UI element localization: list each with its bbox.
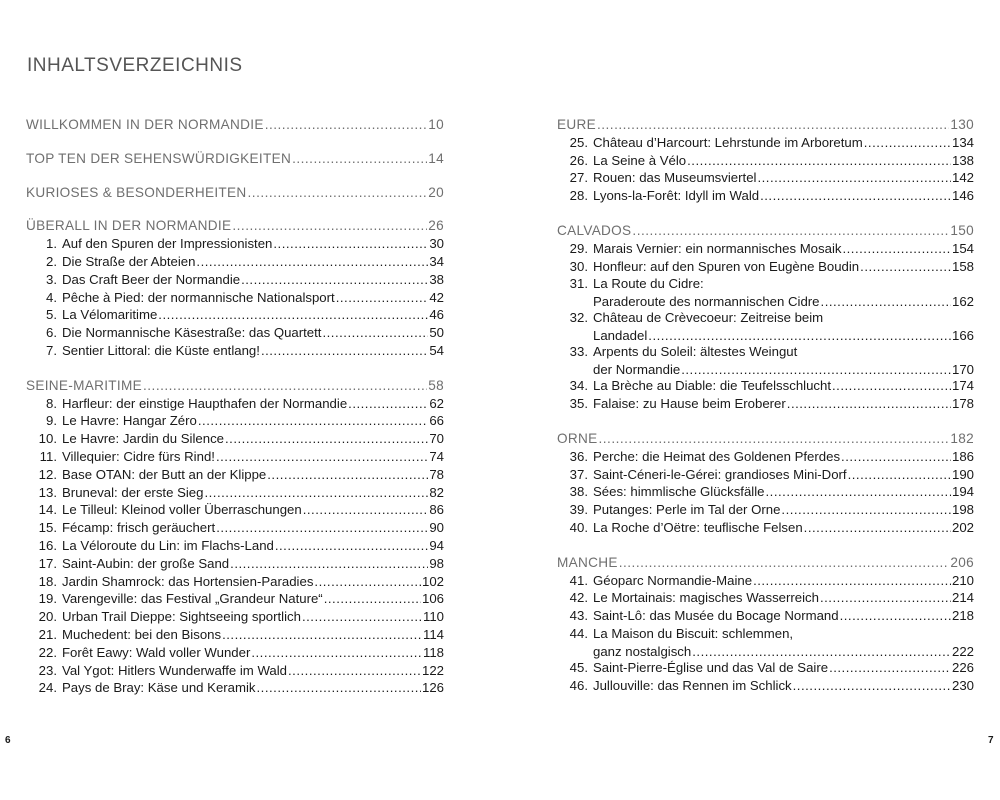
section-title: TOP TEN DER SEHENSWÜRDIGKEITEN (26, 150, 292, 166)
entry-title: Varengeville: das Festival „Grandeur Nature“ (62, 591, 323, 607)
entry-title: Harfleur: der einstige Haupthafen der Normandie (62, 395, 348, 411)
dot-leader (787, 395, 951, 413)
entry-number: 21. (38, 626, 57, 642)
entry-title-block (593, 343, 974, 379)
toc-entry (557, 187, 974, 205)
entry-title-line2: Paraderoute des normannischen Cidre (593, 294, 820, 310)
dot-leader (793, 677, 951, 695)
entry-title: Marais Vernier: ein normannisches Mosaik (593, 240, 842, 256)
toc-entry (557, 448, 974, 466)
section-title: CALVADOS (557, 222, 632, 238)
entry-number: 8. (46, 395, 57, 411)
entry-number: 43. (569, 608, 588, 624)
dot-leader (314, 573, 421, 591)
entry-page: 102 (421, 573, 444, 589)
entry-title: Die Straße der Abteien (62, 253, 196, 269)
entry-number: 7. (46, 342, 57, 358)
toc-entry (26, 289, 444, 307)
entry-title-line2: der Normandie (593, 362, 681, 378)
entry-title: Das Craft Beer der Normandie (62, 271, 241, 287)
entry-page: 38 (429, 271, 444, 287)
entry-page: 202 (951, 519, 974, 535)
entry-title-block (593, 309, 974, 345)
entry-page: 74 (429, 448, 444, 464)
entry-page: 222 (951, 643, 974, 659)
entry-title: Muchedent: bei den Bisons (62, 626, 222, 642)
toc-entry (26, 573, 444, 591)
entry-number: 40. (569, 519, 588, 535)
dot-leader (292, 150, 427, 168)
entry-title: Falaise: zu Hause beim Eroberer (593, 396, 786, 412)
entry-title: Sentier Littoral: die Küste entlang! (62, 342, 260, 358)
section-title: KURIOSES & BESONDERHEITEN (26, 184, 247, 200)
section-title: WILLKOMMEN IN DER NORMANDIE (26, 117, 264, 132)
dot-leader (829, 659, 951, 677)
entry-title: Urban Trail Dieppe: Sightseeing sportlich (62, 609, 301, 625)
entry-title: Villequier: Cidre fürs Rind! (62, 448, 215, 464)
entry-number: 9. (46, 413, 57, 429)
entry-number: 27. (569, 170, 588, 186)
dot-leader (216, 448, 428, 466)
entry-number: 6. (46, 325, 57, 341)
entry-title: Pêche à Pied: der normannische Nationalsport (62, 289, 335, 305)
entry-number: 2. (46, 253, 57, 269)
dot-leader (632, 222, 949, 240)
entry-title: Géoparc Normandie-Maine (593, 572, 753, 588)
entry-title: Le Mortainais: magisches Wasserreich (593, 590, 819, 606)
entry-title-line1: Château de Crèvecoeur: Zeitreise beim (593, 310, 824, 326)
entry-number: 5. (46, 307, 57, 323)
dot-leader (860, 258, 951, 276)
entry-page: 138 (951, 152, 974, 168)
dot-leader (225, 430, 428, 448)
entry-page: 122 (421, 662, 444, 678)
entry-page: 110 (422, 609, 444, 625)
toc-section-heading (557, 222, 974, 240)
dot-leader (681, 361, 951, 379)
toc-section-heading (26, 150, 444, 168)
section-title: SEINE-MARITIME (26, 377, 142, 393)
page-number-right: 7 (988, 735, 994, 746)
toc-section-heading (557, 430, 974, 448)
section-page: 182 (950, 430, 974, 446)
entry-page: 98 (429, 555, 444, 571)
entry-page: 198 (951, 502, 974, 518)
entry-number: 45. (569, 659, 588, 675)
toc-entry (26, 662, 444, 680)
entry-page: 190 (951, 466, 974, 482)
entry-title-line2-row (593, 361, 974, 379)
toc-entry (557, 152, 974, 170)
toc-entry (26, 412, 444, 430)
dot-leader (302, 608, 422, 626)
section-page: 150 (950, 222, 974, 238)
dot-leader (648, 327, 951, 345)
toc-entry (557, 607, 974, 625)
entry-page: 154 (951, 240, 974, 256)
entry-page: 70 (429, 431, 444, 447)
section-title: ÜBERALL IN DER NORMANDIE (26, 218, 232, 234)
entry-number: 13. (38, 484, 57, 500)
entry-page: 118 (422, 644, 444, 660)
entry-title: Saint-Céneri-le-Gérei: grandioses Mini-Dorf (593, 466, 847, 482)
toc-entry (26, 253, 444, 271)
entry-number: 17. (38, 555, 57, 571)
dot-leader (804, 519, 951, 537)
toc-section-heading (557, 116, 974, 134)
entry-page: 62 (429, 395, 444, 411)
entry-title: Le Tilleul: Kleinod voller Überraschungen (62, 502, 302, 518)
entry-number: 30. (569, 258, 588, 274)
entry-title: Le Havre: Hangar Zéro (62, 413, 197, 429)
entry-number: 29. (569, 240, 588, 256)
entry-title: Forêt Eawy: Wald voller Wunder (62, 644, 251, 660)
entry-number: 35. (569, 396, 588, 412)
entry-title: Bruneval: der erste Sieg (62, 484, 204, 500)
entry-number: 3. (46, 271, 57, 287)
entry-page: 162 (951, 294, 974, 310)
entry-number: 12. (38, 466, 57, 482)
toc-entry (26, 484, 444, 502)
section-page: 26 (428, 218, 444, 234)
entry-title-line2-row (593, 293, 974, 311)
entry-title: Jardin Shamrock: das Hortensien-Paradies (62, 573, 314, 589)
toc-entry (26, 590, 444, 608)
entry-title: Honfleur: auf den Spuren von Eugène Boudin (593, 258, 860, 274)
entry-title-line1: La Maison du Biscuit: schlemmen, (593, 625, 794, 641)
toc-entry (26, 271, 444, 289)
toc-entry (26, 501, 444, 519)
section-title: EURE (557, 117, 596, 132)
dot-leader (336, 289, 429, 307)
dot-leader (842, 240, 951, 258)
page-title: INHALTSVERZEICHNIS (27, 55, 243, 76)
dot-leader (273, 235, 428, 253)
entry-title-line2: Landadel (593, 328, 648, 344)
toc-entry (557, 519, 974, 537)
entry-page: 126 (421, 680, 444, 696)
section-page: 10 (428, 117, 444, 132)
entry-page: 178 (951, 396, 974, 412)
entry-title: Putanges: Perle im Tal der Orne (593, 502, 781, 518)
toc-section-heading (26, 377, 444, 395)
dot-leader (832, 377, 951, 395)
toc-entry (26, 306, 444, 324)
section-page: 206 (950, 554, 974, 570)
dot-leader (597, 116, 949, 134)
entry-title: La Véloroute du Lin: im Flachs-Land (62, 537, 274, 553)
entry-number: 31. (569, 276, 588, 292)
dot-leader (232, 217, 427, 235)
toc-entry (26, 679, 444, 697)
entry-number: 42. (569, 590, 588, 606)
toc-entry (26, 644, 444, 662)
toc-entry (557, 134, 974, 152)
entry-number: 44. (569, 625, 588, 641)
entry-title: Saint-Aubin: der große Sand (62, 555, 230, 571)
toc-section-heading (26, 116, 444, 134)
section-title: ORNE (557, 430, 598, 446)
toc-entry (557, 589, 974, 607)
toc-entry-multiline (557, 625, 974, 659)
entry-number: 39. (569, 502, 588, 518)
entry-number: 33. (569, 344, 588, 360)
entry-page: 226 (951, 659, 974, 675)
dot-leader (757, 169, 951, 187)
dot-leader (598, 430, 949, 448)
entry-title-line1: Arpents du Soleil: ältestes Weingut (593, 344, 798, 360)
entry-number: 14. (38, 502, 57, 518)
toc-section-heading (557, 554, 974, 572)
dot-leader (198, 412, 428, 430)
entry-page: 170 (951, 362, 974, 378)
dot-leader (248, 184, 428, 202)
entry-title-line1: La Route du Cidre: (593, 276, 704, 292)
dot-leader (692, 643, 951, 661)
dot-leader (848, 466, 951, 484)
entry-page: 166 (951, 328, 974, 344)
entry-page: 210 (951, 572, 974, 588)
toc-entry (557, 677, 974, 695)
entry-title: Lyons-la-Forêt: Idyll im Wald (593, 188, 760, 204)
entry-title: Val Ygot: Hitlers Wunderwaffe im Wald (62, 662, 288, 678)
entry-title: Sées: himmlische Glücksfälle (593, 484, 765, 500)
dot-leader (753, 572, 951, 590)
dot-leader (222, 626, 422, 644)
toc-entry (557, 395, 974, 413)
toc-entry (557, 240, 974, 258)
toc-entry (557, 466, 974, 484)
entry-page: 78 (429, 466, 444, 482)
dot-leader (840, 607, 951, 625)
entry-title: Auf den Spuren der Impressionisten (62, 236, 273, 252)
entry-number: 32. (569, 310, 588, 326)
toc-entry (557, 258, 974, 276)
dot-leader (324, 590, 421, 608)
toc-entry-multiline (557, 343, 974, 377)
entry-number: 19. (38, 591, 57, 607)
toc-entry-multiline (557, 275, 974, 309)
entry-number: 10. (38, 431, 57, 447)
dot-leader (267, 466, 428, 484)
entry-number: 11. (39, 448, 57, 464)
entry-page: 42 (429, 289, 444, 305)
toc-entry (26, 519, 444, 537)
entry-title: Rouen: das Museumsviertel (593, 170, 757, 186)
entry-title: Die Normannische Käsestraße: das Quartett (62, 325, 322, 341)
dot-leader (288, 662, 421, 680)
toc-left-column (26, 116, 444, 697)
entry-title-line2-row (593, 643, 974, 661)
entry-number: 36. (569, 448, 588, 464)
entry-title: Saint-Lô: das Musée du Bocage Normand (593, 608, 839, 624)
entry-page: 114 (422, 626, 444, 642)
entry-page: 146 (951, 188, 974, 204)
entry-number: 46. (569, 677, 588, 693)
dot-leader (687, 152, 951, 170)
entry-title: Base OTAN: der Butt an der Klippe (62, 466, 267, 482)
toc-entry (26, 537, 444, 555)
dot-leader (820, 589, 951, 607)
entry-page: 142 (951, 170, 974, 186)
dot-leader (196, 253, 428, 271)
entry-number: 22. (38, 644, 57, 660)
dot-leader (348, 395, 428, 413)
entry-page: 54 (429, 342, 444, 358)
dot-leader (821, 293, 951, 311)
dot-leader (261, 342, 428, 360)
toc-section-heading (26, 217, 444, 235)
dot-leader (841, 448, 951, 466)
entry-page: 174 (951, 378, 974, 394)
entry-number: 41. (569, 572, 588, 588)
entry-page: 194 (951, 484, 974, 500)
entry-number: 4. (46, 289, 57, 305)
entry-number: 28. (569, 188, 588, 204)
toc-entry (26, 466, 444, 484)
entry-title: La Brèche au Diable: die Teufelsschlucht (593, 378, 832, 394)
entry-title: Le Havre: Jardin du Silence (62, 431, 225, 447)
toc-entry (26, 555, 444, 573)
dot-leader (230, 555, 428, 573)
toc-entry (557, 483, 974, 501)
dot-leader (303, 501, 429, 519)
entry-title-line2: ganz nostalgisch (593, 643, 692, 659)
entry-number: 23. (38, 662, 57, 678)
toc-entry (557, 377, 974, 395)
entry-title: La Roche d’Oëtre: teuflische Felsen (593, 519, 803, 535)
entry-title-block (593, 625, 974, 661)
section-page: 130 (950, 117, 974, 132)
toc-section-heading (26, 184, 444, 202)
entry-page: 82 (429, 484, 444, 500)
entry-page: 34 (429, 253, 444, 269)
entry-page: 66 (429, 413, 444, 429)
entry-page: 214 (951, 590, 974, 606)
section-page: 58 (428, 377, 444, 393)
entry-number: 24. (38, 680, 57, 696)
dot-leader (216, 519, 428, 537)
section-page: 14 (428, 150, 444, 166)
entry-title: Fécamp: frisch geräuchert (62, 520, 216, 536)
dot-leader (275, 537, 428, 555)
toc-entry (26, 235, 444, 253)
page-number-left: 6 (5, 735, 11, 746)
dot-leader (760, 187, 951, 205)
entry-number: 16. (38, 537, 57, 553)
entry-page: 46 (429, 307, 444, 323)
entry-page: 50 (429, 325, 444, 341)
entry-title-line2-row (593, 327, 974, 345)
entry-title: La Seine à Vélo (593, 152, 687, 168)
entry-page: 134 (951, 134, 974, 150)
toc-right-column (557, 116, 974, 695)
entry-number: 18. (38, 573, 57, 589)
dot-leader (241, 271, 428, 289)
entry-number: 34. (569, 378, 588, 394)
toc-entry (26, 608, 444, 626)
entry-title: Château d’Harcourt: Lehrstunde im Arboretum (593, 134, 863, 150)
dot-leader (265, 116, 428, 134)
dot-leader (158, 306, 428, 324)
entry-number: 20. (38, 609, 57, 625)
toc-entry (26, 395, 444, 413)
entry-number: 37. (569, 466, 588, 482)
entry-page: 30 (429, 236, 444, 252)
dot-leader (257, 679, 421, 697)
entry-title: Saint-Pierre-Église und das Val de Saire (593, 659, 829, 675)
entry-page: 158 (951, 258, 974, 274)
dot-leader (143, 377, 427, 395)
entry-number: 38. (569, 484, 588, 500)
section-title: MANCHE (557, 554, 618, 570)
entry-page: 86 (429, 502, 444, 518)
dot-leader (251, 644, 422, 662)
toc-entry (26, 430, 444, 448)
entry-title: La Vélomaritime (62, 307, 158, 323)
entry-page: 94 (429, 537, 444, 553)
entry-title: Pays de Bray: Käse und Keramik (62, 680, 256, 696)
entry-page: 186 (951, 448, 974, 464)
dot-leader (766, 483, 951, 501)
dot-leader (864, 134, 951, 152)
toc-entry (557, 659, 974, 677)
entry-page: 90 (429, 520, 444, 536)
dot-leader (322, 324, 428, 342)
dot-leader (781, 501, 951, 519)
entry-number: 26. (569, 152, 588, 168)
toc-entry (557, 169, 974, 187)
entry-title: Jullouville: das Rennen im Schlick (593, 677, 792, 693)
entry-title: Perche: die Heimat des Goldenen Pferdes (593, 448, 841, 464)
entry-number: 1. (46, 236, 57, 252)
dot-leader (204, 484, 428, 502)
toc-entry (557, 501, 974, 519)
entry-number: 15. (38, 520, 57, 536)
toc-entry-multiline (557, 309, 974, 343)
dot-leader (619, 554, 950, 572)
entry-title-block (593, 275, 974, 311)
toc-entry (557, 572, 974, 590)
toc-entry (26, 324, 444, 342)
entry-page: 106 (421, 591, 444, 607)
entry-number: 25. (569, 134, 588, 150)
entry-page: 218 (951, 608, 974, 624)
entry-page: 230 (951, 677, 974, 693)
toc-entry (26, 342, 444, 360)
toc-entry (26, 448, 444, 466)
toc-entry (26, 626, 444, 644)
section-page: 20 (428, 184, 444, 200)
